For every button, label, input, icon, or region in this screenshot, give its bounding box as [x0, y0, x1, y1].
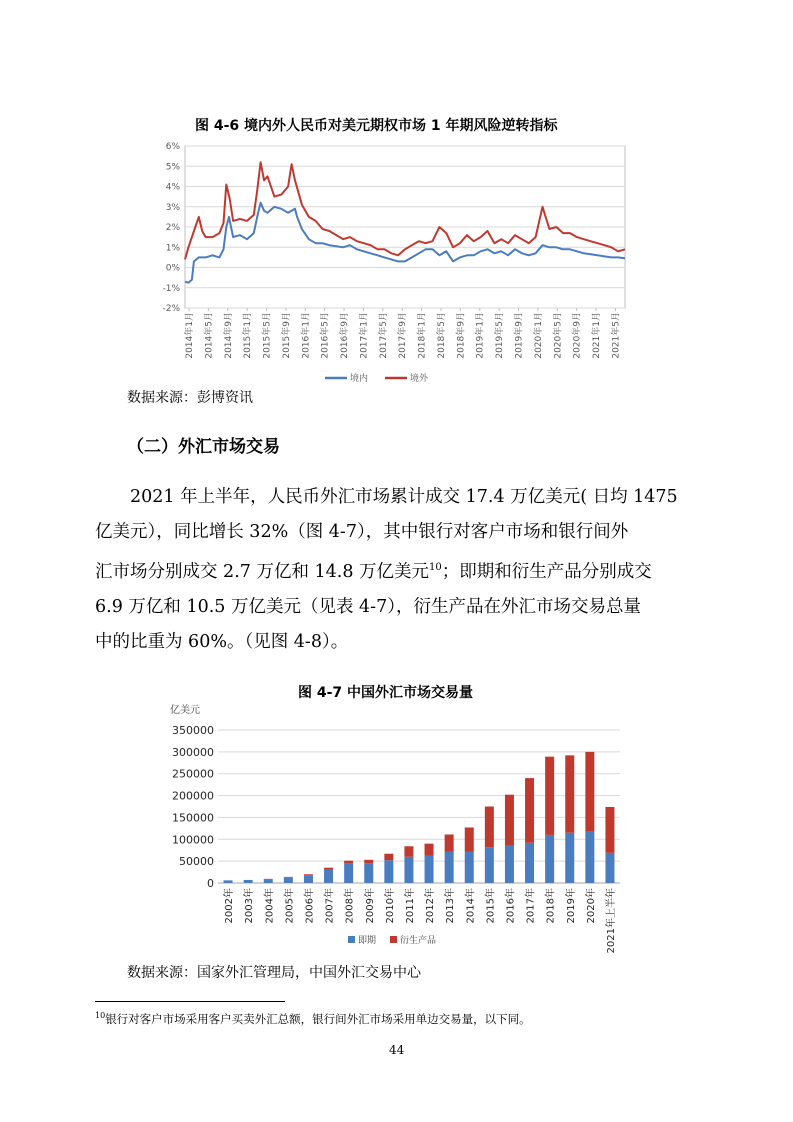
- bar-衍生产品: [425, 844, 434, 856]
- figure1-title: 图 4-6 境内外人民币对美元期权市场 1 年期风险逆转指标: [195, 118, 558, 134]
- bar-衍生产品: [364, 860, 373, 863]
- x-tick-label: 2016年: [505, 888, 517, 924]
- legend-swatch: [390, 936, 397, 943]
- bar-即期: [605, 853, 614, 883]
- y-tick-label: 1%: [165, 243, 180, 254]
- bar-即期: [465, 852, 474, 883]
- legend-label: 衍生产品: [400, 936, 437, 946]
- bar-衍生产品: [505, 795, 514, 846]
- legend-swatch: [348, 936, 355, 943]
- para-line-2: 亿美元），同比增长 32%（图 4-7），其中银行对客户市场和银行间外: [95, 522, 629, 542]
- bar-衍生产品: [485, 807, 494, 848]
- y-tick-label: 250000: [172, 767, 214, 781]
- bar-衍生产品: [545, 757, 554, 835]
- x-tick-label: 2018年: [545, 888, 557, 924]
- bar-即期: [545, 835, 554, 883]
- legend-label: 境外: [410, 374, 429, 384]
- bar-衍生产品: [565, 755, 574, 832]
- bar-即期: [284, 877, 293, 883]
- bar-衍生产品: [384, 854, 393, 861]
- figure1-source: 数据来源：彭博资讯: [127, 390, 253, 406]
- para-line-5: 中的比重为 60%。（见图 4-8）。: [95, 631, 349, 652]
- x-tick-label: 2004年: [264, 888, 276, 924]
- y-tick-label: 3%: [165, 202, 180, 213]
- bar-即期: [304, 875, 313, 883]
- bar-即期: [565, 833, 574, 883]
- y-tick-label: 0%: [165, 263, 180, 274]
- bar-即期: [525, 843, 534, 883]
- legend-label: 即期: [358, 936, 377, 946]
- series-line-境外: [185, 162, 625, 259]
- y-tick-label: 4%: [165, 182, 180, 193]
- y-tick-label: 150000: [172, 811, 214, 825]
- bar-即期: [505, 846, 514, 883]
- x-tick-label: 2021年5月: [611, 312, 622, 359]
- para-line-4: 6.9 万亿和 10.5 万亿美元（见表 4-7），衍生产品在外汇市场交易总量: [95, 596, 641, 617]
- bar-即期: [384, 860, 393, 883]
- x-tick-label: 2006年: [304, 888, 316, 924]
- x-tick-label: 2017年: [525, 888, 537, 924]
- bar-即期: [224, 880, 233, 883]
- x-tick-label: 2021年上半年: [605, 888, 617, 954]
- x-tick-label: 2016年1月: [301, 312, 312, 359]
- x-tick-label: 2020年: [585, 888, 597, 924]
- fx-volume-chart: [150, 700, 640, 962]
- footnote-text: 银行对客户市场采用客户买卖外汇总额，银行间外汇市场采用单边交易量，以下同。: [105, 1012, 531, 1026]
- x-tick-label: 2008年: [344, 888, 356, 924]
- bar-衍生产品: [404, 846, 413, 856]
- x-tick-label: 2016年5月: [320, 312, 331, 359]
- y-tick-label: -2%: [162, 304, 180, 314]
- x-tick-label: 2015年: [485, 888, 497, 924]
- y-tick-label: 200000: [172, 789, 214, 803]
- footnote-marker: 10: [95, 1011, 106, 1021]
- x-tick-label: 2016年9月: [340, 312, 351, 359]
- section-heading: （二）外汇市场交易: [127, 437, 280, 457]
- page-number: 44: [389, 1043, 405, 1057]
- x-tick-label: 2018年1月: [417, 312, 428, 359]
- bar-即期: [585, 831, 594, 883]
- x-tick-label: 2017年1月: [359, 312, 370, 359]
- x-tick-label: 2003年: [244, 888, 256, 924]
- body-paragraph: [95, 480, 699, 660]
- x-tick-label: 2018年9月: [456, 312, 467, 359]
- footnote-divider: [95, 1001, 285, 1002]
- y-axis-unit: 亿美元: [170, 705, 200, 716]
- figure2-source: 数据来源：国家外汇管理局，中国外汇交易中心: [127, 965, 421, 981]
- bar-即期: [404, 857, 413, 883]
- x-tick-label: 2011年: [404, 888, 416, 924]
- para-line-1: 2021 年上半年，人民币外汇市场累计成交 17.4 万亿美元( 日均 1475: [130, 487, 678, 507]
- x-tick-label: 2020年5月: [553, 312, 564, 359]
- y-tick-label: 6%: [165, 142, 180, 152]
- x-tick-label: 2014年: [465, 888, 477, 924]
- x-tick-label: 2012年: [425, 888, 437, 924]
- x-tick-label: 2019年1月: [475, 312, 486, 359]
- bar-即期: [244, 880, 253, 883]
- x-tick-label: 2014年1月: [185, 312, 195, 359]
- x-tick-label: 2019年: [565, 888, 577, 924]
- x-tick-label: 2010年: [384, 888, 396, 924]
- x-tick-label: 2015年9月: [281, 312, 292, 359]
- bar-即期: [425, 856, 434, 883]
- bar-即期: [445, 852, 454, 883]
- bar-即期: [324, 870, 333, 883]
- x-tick-label: 2021年1月: [592, 312, 603, 359]
- x-tick-label: 2009年: [364, 888, 376, 924]
- para-line-3: 汇市场分别成交 2.7 万亿和 14.8 万亿美元$^{10}$；即期和衍生产品分别成交: [95, 561, 652, 582]
- x-tick-label: 2015年1月: [243, 312, 254, 359]
- y-tick-label: 50000: [179, 855, 214, 869]
- bar-衍生产品: [585, 752, 594, 832]
- bar-衍生产品: [605, 807, 614, 853]
- y-tick-label: 2%: [165, 223, 180, 233]
- bar-衍生产品: [445, 834, 454, 851]
- y-tick-label: 100000: [172, 833, 214, 847]
- x-tick-label: 2015年5月: [262, 312, 273, 359]
- y-tick-label: 300000: [172, 745, 214, 759]
- bar-衍生产品: [344, 861, 353, 864]
- bar-衍生产品: [304, 874, 313, 875]
- legend-label: 境内: [350, 374, 369, 384]
- x-tick-label: 2020年1月: [533, 312, 544, 359]
- x-tick-label: 2002年: [224, 888, 236, 924]
- y-tick-label: 0: [207, 877, 214, 890]
- x-tick-label: 2019年5月: [495, 312, 506, 359]
- bar-即期: [344, 863, 353, 883]
- x-tick-label: 2019年9月: [514, 312, 525, 359]
- x-tick-label: 2014年9月: [223, 312, 234, 359]
- bar-衍生产品: [525, 778, 534, 843]
- footnote: [95, 1011, 531, 1027]
- x-tick-label: 2013年: [445, 888, 457, 924]
- series-line-境内: [185, 203, 625, 283]
- x-tick-label: 2014年5月: [204, 312, 215, 359]
- x-tick-label: 2017年5月: [378, 312, 389, 359]
- bar-衍生产品: [324, 868, 333, 870]
- bar-即期: [264, 879, 273, 883]
- bar-衍生产品: [465, 827, 474, 851]
- x-tick-label: 2005年: [284, 888, 296, 924]
- y-tick-label: 5%: [165, 162, 180, 173]
- y-tick-label: 350000: [172, 724, 214, 737]
- bar-即期: [364, 863, 373, 883]
- bar-即期: [485, 847, 494, 883]
- footnote-ref[interactable]: 10: [429, 562, 442, 573]
- y-tick-label: -1%: [162, 283, 180, 294]
- x-tick-label: 2007年: [324, 888, 336, 924]
- x-tick-label: 2018年5月: [436, 312, 447, 359]
- risk-reversal-chart: [140, 138, 630, 386]
- x-tick-label: 2020年9月: [572, 312, 583, 359]
- figure2-title: 图 4-7 中国外汇市场交易量: [298, 685, 474, 701]
- x-tick-label: 2017年9月: [398, 312, 409, 359]
